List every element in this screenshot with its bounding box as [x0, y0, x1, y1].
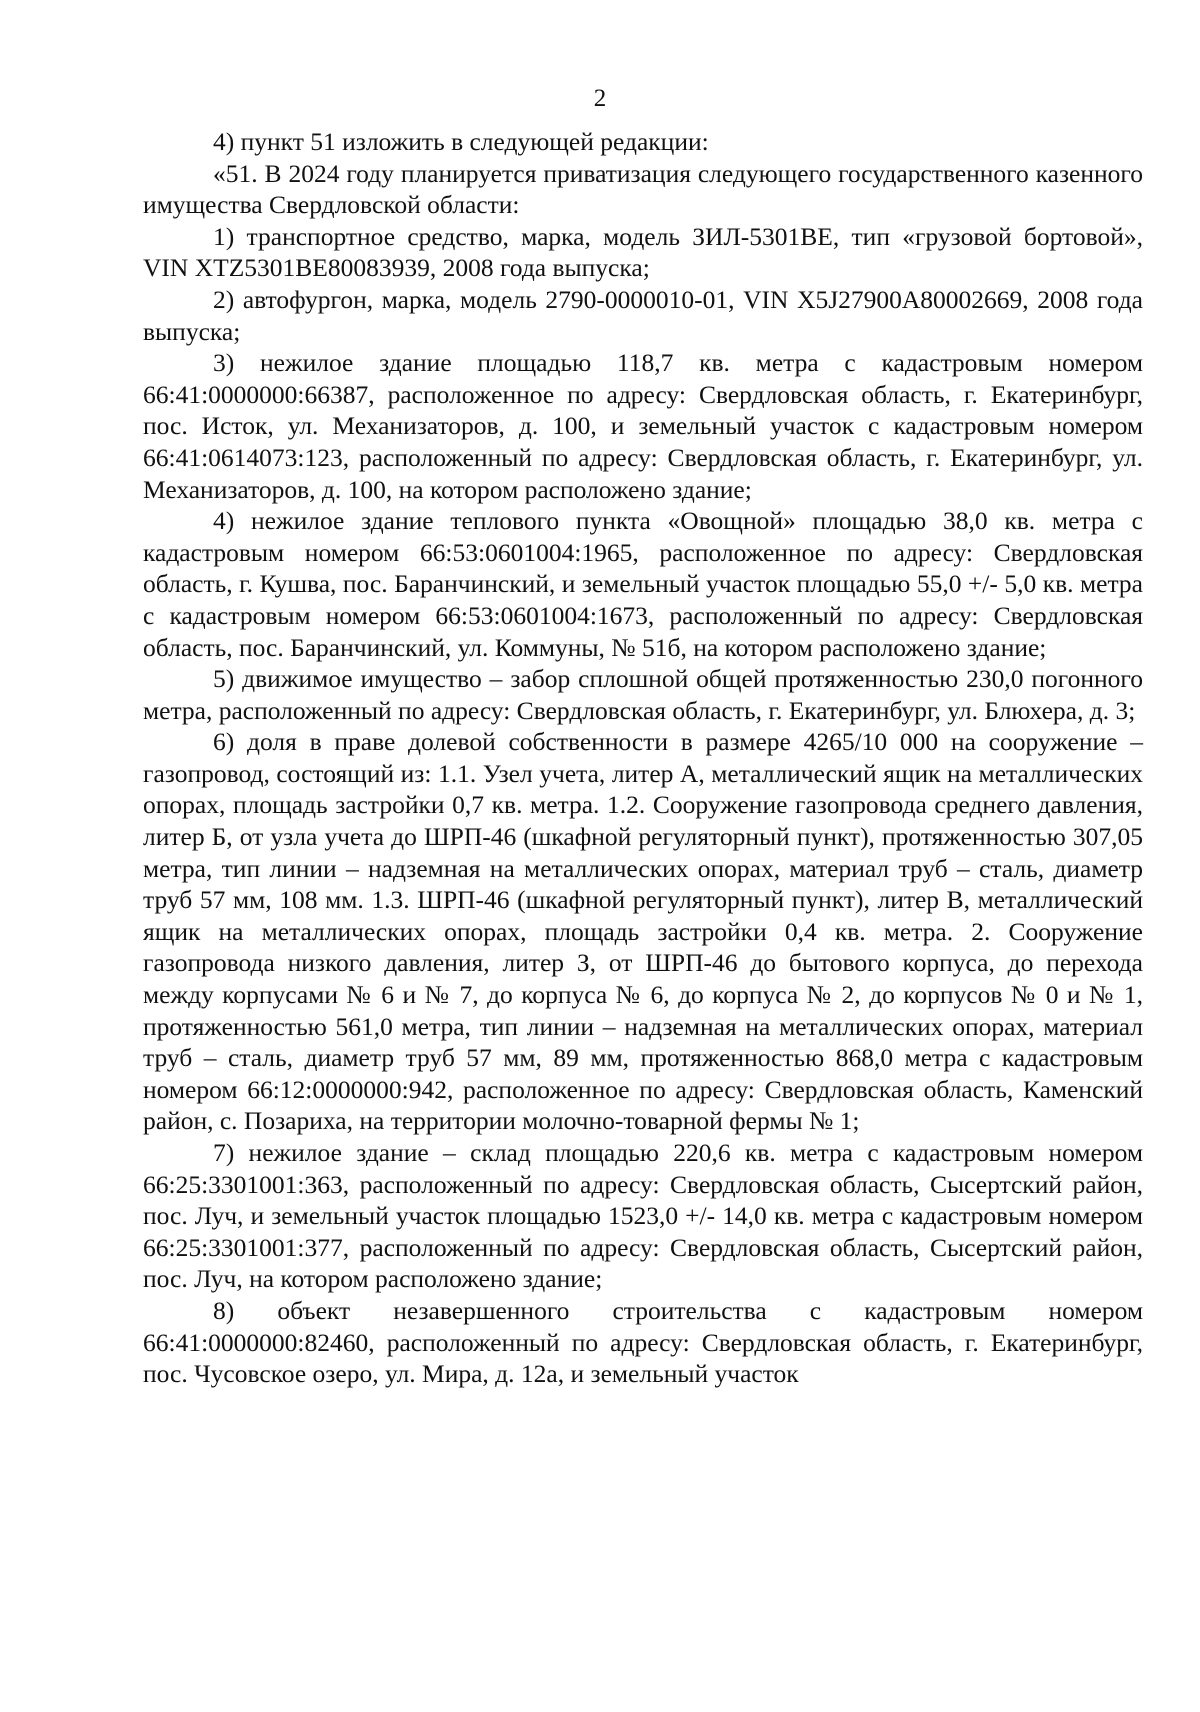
paragraph-list-item-3: 3) нежилое здание площадью 118,7 кв. метра с кадастровым номером 66:41:0000000:66387, расположенное по адресу: Свердловская область, г. Екатеринбург, пос. Исток, ул. Механизаторов, д. 100, и земельный участок с кадастровым номером 66:41:0614073:123, расположенный по адресу: Свердловская область, г. Екатеринбург, ул. Механизаторов, д. 100, на котором расположено здание;	[143, 348, 1143, 504]
page-number: 2	[593, 85, 607, 112]
paragraph-list-item-7: 7) нежилое здание – склад площадью 220,6 кв. метра с кадастровым номером 66:25:3301001:363, расположенный по адресу: Свердловская область, Сысертский район, пос. Луч, и земельный участок площадью 1523,0 +/- 14,0 кв. метра с кадастровым номером 66:25:3301001:377, расположенный по адресу: Свердловская область, Сысертский район, пос. Луч, на котором расположено здание;	[143, 1138, 1143, 1294]
paragraph-list-item-4: 4) нежилое здание теплового пункта «Овощной» площадью 38,0 кв. метра с кадастровым номером 66:53:0601004:1965, расположенное по адресу: Свердловская область, г. Кушва, пос. Баранчинский, и земельный участок площадью 55,0 +/- 5,0 кв. метра с кадастровым номером 66:53:0601004:1673, расположенный по адресу: Свердловская область, пос. Баранчинский, ул. Коммуны, № 51б, на котором расположено здание;	[143, 506, 1143, 662]
document-body	[143, 126, 1143, 1390]
paragraph-list-item-1: 1) транспортное средство, марка, модель ЗИЛ-5301ВЕ, тип «грузовой бортовой», VIN XTZ5301BE80083939, 2008 года выпуска;	[143, 221, 1143, 283]
paragraph-list-item-6: 6) доля в праве долевой собственности в размере 4265/10 000 на сооружение – газопровод, состоящий из: 1.1. Узел учета, литер А, металлический ящик на металлических опорах, площадь застройки 0,7 кв. метра. 1.2. Сооружение газопровода среднего давления, литер Б, от узла учета до ШРП-46 (шкафной регуляторный пункт), протяженностью 307,05 метра, тип линии – надземная на металлических опорах, материал труб – сталь, диаметр труб 57 мм, 108 мм. 1.3. ШРП-46 (шкафной регуляторный пункт), литер В, металлический ящик на металлических опорах, площадь застройки 0,4 кв. метра. 2. Сооружение газопровода низкого давления, литер З, от ШРП-46 до бытового корпуса, до перехода между корпусами № 6 и № 7, до корпуса № 6, до корпуса № 2, до корпусов № 0 и № 1, протяженностью 561,0 метра, тип линии – надземная на металлических опорах, материал труб – сталь, диаметр труб 57 мм, 89 мм, протяженностью 868,0 метра с кадастровым номером 66:12:0000000:942, расположенное по адресу: Свердловская область, Каменский район, с. Позариха, на территории молочно-товарной фермы № 1;	[143, 727, 1143, 1136]
paragraph-intro: 4) пункт 51 изложить в следующей редакции:	[213, 127, 709, 156]
paragraph-list-item-8: 8) объект незавершенного строительства с кадастровым номером 66:41:0000000:82460, расположенный по адресу: Свердловская область, г. Екатеринбург, пос. Чусовское озеро, ул. Мира, д. 12а, и земельный участок	[143, 1295, 1143, 1389]
paragraph-item-51: «51. В 2024 году планируется приватизация следующего государственного казенного имущества Свердловской области:	[143, 158, 1143, 220]
paragraph-list-item-5: 5) движимое имущество – забор сплошной общей протяженностью 230,0 погонного метра, расположенный по адресу: Свердловская область, г. Екатеринбург, ул. Блюхера, д. 3;	[143, 664, 1143, 725]
paragraph-list-item-2: 2) автофургон, марка, модель 2790-0000010-01, VIN X5J27900A80002669, 2008 года выпуска;	[143, 284, 1143, 346]
